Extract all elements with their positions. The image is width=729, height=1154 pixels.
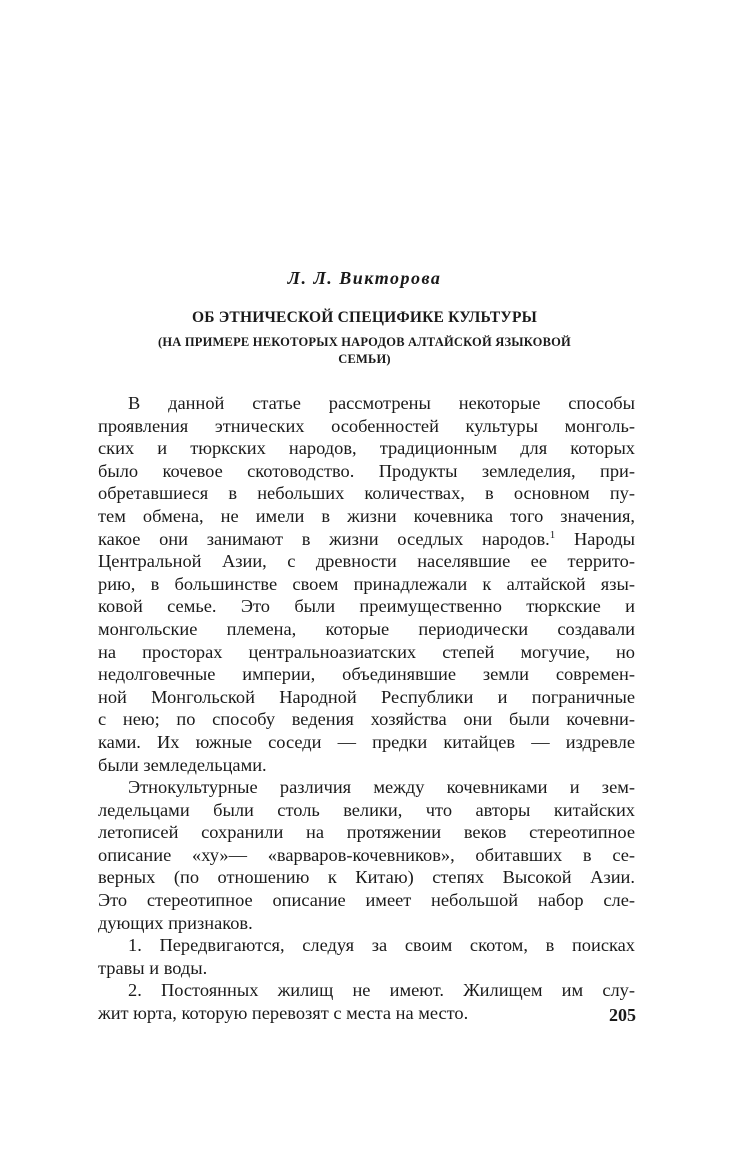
text-line: ских и тюркских народов, традиционным для которых [98,438,635,459]
text-line: недолговечные империи, объединявшие земли современ- [98,664,635,685]
paragraph-3 [98,934,635,979]
text-line: дующих признаков. [98,912,253,933]
subtitle-line: СЕМЬИ) [338,352,391,366]
paragraph-2 [98,776,635,934]
text-line: описание «ху»— «варваров-кочевников», обитавших в се- [98,844,635,865]
text-line: Центральной Азии, с древности населявшие ее террито- [98,551,635,572]
page-number: 205 [609,1005,636,1025]
text-line: Это стереотипное описание имеет небольшой набор сле- [98,890,635,911]
text-line: ковой семье. Это были преимущественно тюркские и [98,596,635,617]
text-line: 2. Постоянных жилищ не имеют. Жилищем им слу- [128,980,635,1001]
text-line: монгольские племена, которые периодически создавали [98,618,635,639]
text-line: ной Монгольской Народной Республики и пограничные [98,686,635,707]
author-name: Л. Л. Викторова [287,268,442,288]
text-line: ледельцами были столь велики, что авторы китайских [98,799,635,820]
text-line: с нею; по способу ведения хозяйства они были кочевни- [98,709,635,730]
text-line: летописей сохранили на протяжении веков стереотипное [98,822,635,843]
paragraph-4 [98,979,635,1024]
text-line: В данной статье рассмотрены некоторые способы [128,393,635,413]
subtitle-line: (НА ПРИМЕРЕ НЕКОТОРЫХ НАРОДОВ АЛТАЙСКОЙ ЯЗЫКОВОЙ [158,335,571,349]
text-line [98,528,635,551]
text-line: 1. Передвигаются, следуя за своим скотом, в поисках [128,935,635,956]
article-body [98,392,635,1025]
text-line: травы и воды. [98,957,208,978]
text-line: на просторах центральноазиатских степей могучие, но [98,641,635,662]
text-line: тем обмена, не имели в жизни кочевника того значения, [98,505,635,526]
text-line: Этнокультурные различия между кочевниками и зем- [128,777,635,798]
article-subtitle [110,334,619,368]
footnote-marker: 1 [549,528,556,541]
text-line-start: какое они занимают в жизни оседлых народов. [98,528,550,549]
article-title: ОБ ЭТНИЧЕСКОЙ СПЕЦИФИКЕ КУЛЬТУРЫ [191,309,538,326]
paragraph-1 [98,392,635,776]
text-line-end: Народы [555,528,635,549]
text-line: рию, в большинстве своем принадлежали к алтайской язы- [98,573,635,594]
text-line: проявления этнических особенностей культуры монголь- [98,415,635,436]
text-line: обретавшиеся в небольших количествах, в основном пу- [98,483,635,504]
text-line: ками. Их южные соседи — предки китайцев — издревле [98,731,635,752]
text-line: было кочевое скотоводство. Продукты земледелия, при- [98,460,635,481]
text-line: были земледельцами. [98,754,267,775]
text-line: жит юрта, которую перевозят с места на место. [98,1003,469,1024]
text-line: верных (по отношению к Китаю) степях Высокой Азии. [98,867,635,888]
